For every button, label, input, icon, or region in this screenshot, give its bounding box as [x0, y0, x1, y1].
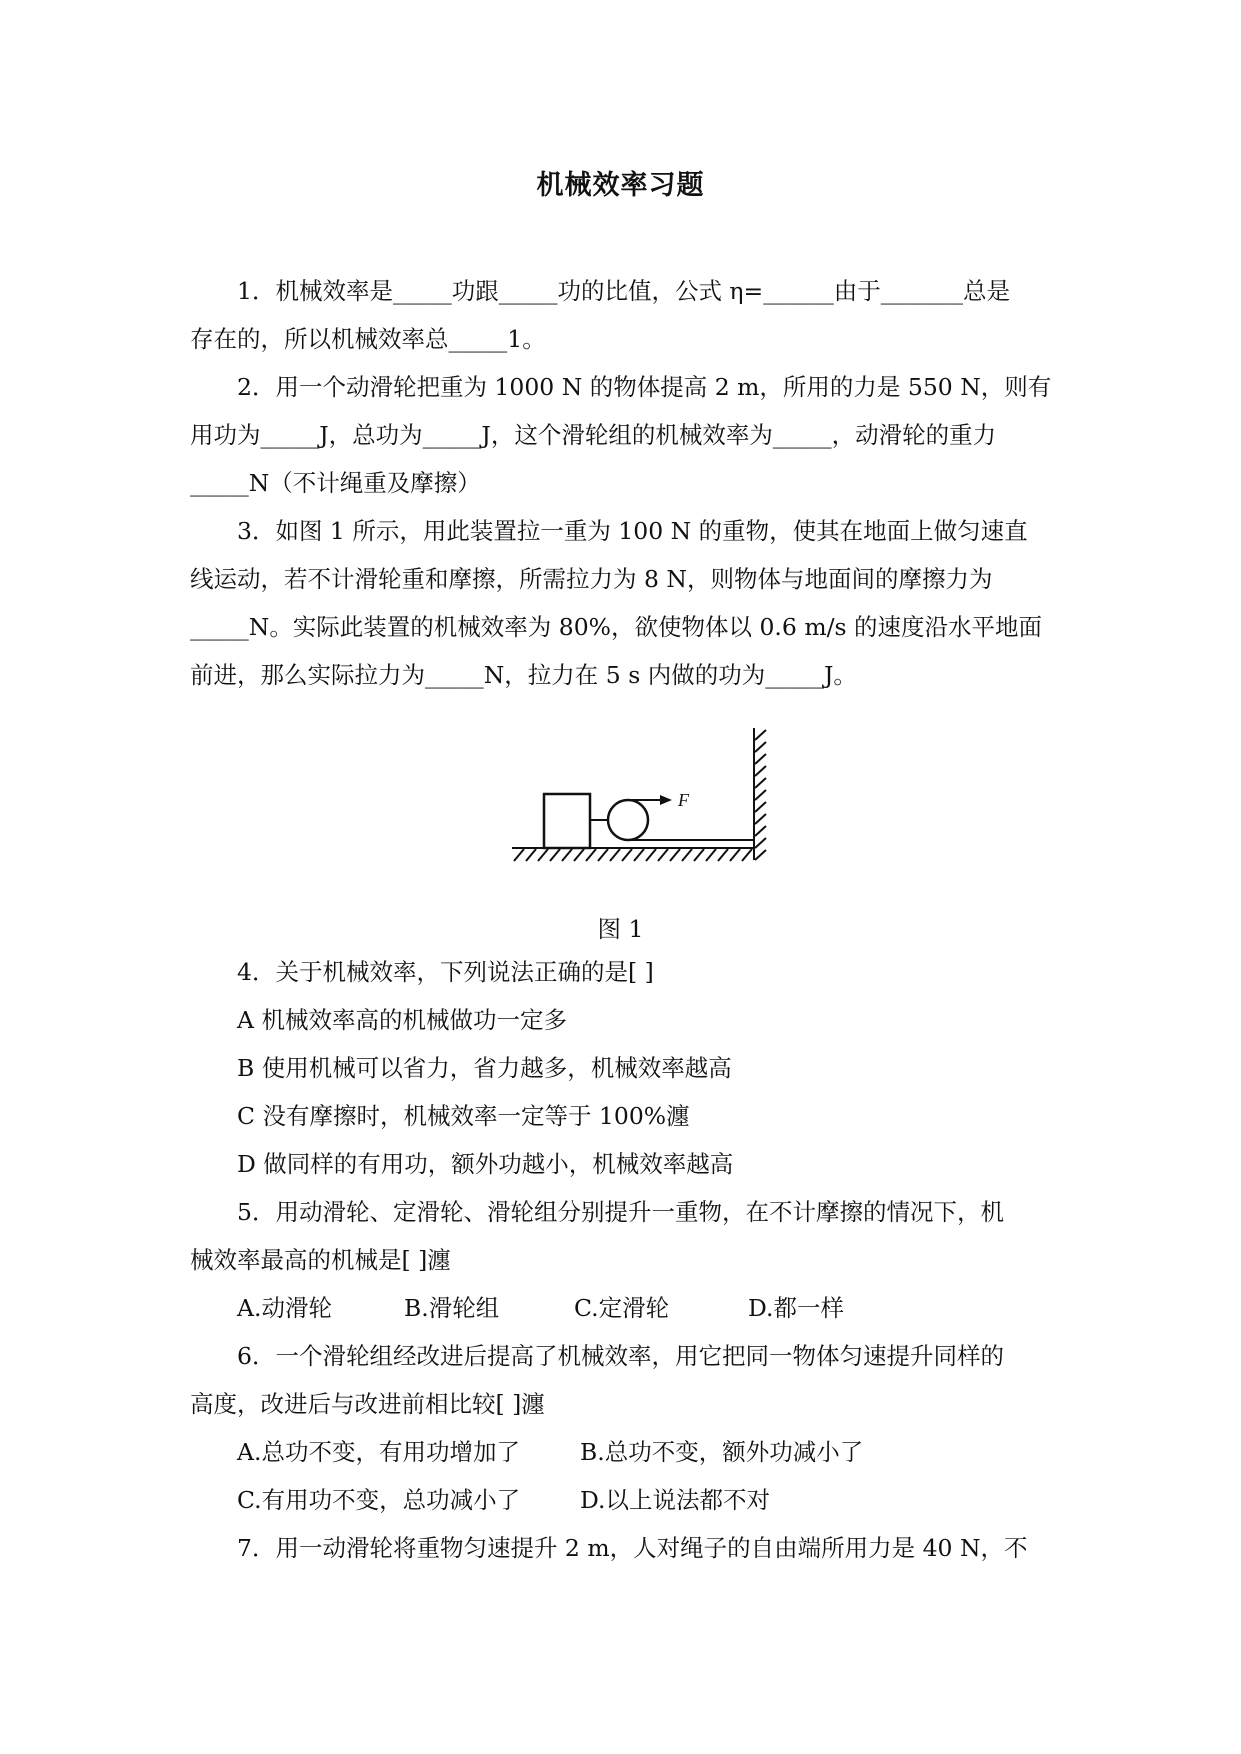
q5-line1: 5．用动滑轮、定滑轮、滑轮组分别提升一重物，在不计摩擦的情况下，机 [237, 1198, 1004, 1226]
q5-option-d: D.都一样 [748, 1294, 844, 1322]
q6-option-d: D.以上说法都不对 [580, 1486, 770, 1514]
q6-line2: 高度，改进后与改进前相比较[ ]瀍 [190, 1390, 545, 1418]
q4-option-b: B 使用机械可以省力，省力越多，机械效率越高 [237, 1054, 732, 1082]
q4-option-d: D 做同样的有用功，额外功越小，机械效率越高 [237, 1150, 734, 1178]
q6-option-b: B.总功不变，额外功减小了 [580, 1438, 864, 1466]
q2-line2: 用功为_____J，总功为_____J，这个滑轮组的机械效率为_____，动滑轮的重力 [190, 421, 997, 449]
q6-line1: 6．一个滑轮组经改进后提高了机械效率，用它把同一物体匀速提升同样的 [237, 1342, 1004, 1370]
q6-option-a: A.总功不变，有用功增加了 [237, 1438, 520, 1466]
ground-hatching [512, 848, 754, 861]
pulley-diagram [512, 728, 782, 878]
block-object [544, 794, 590, 848]
q3-line2: 线运动，若不计滑轮重和摩擦，所需拉力为 8 N，则物体与地面间的摩擦力为 [190, 565, 993, 593]
q2-line3: _____N（不计绳重及摩擦） [190, 469, 481, 497]
force-arrow-head [660, 795, 672, 805]
q2-line1: 2．用一个动滑轮把重为 1000 N 的物体提高 2 m，所用的力是 550 N，则有 [237, 373, 1052, 401]
q5-option-a: A.动滑轮 [237, 1294, 332, 1322]
q6-option-c: C.有用功不变，总功减小了 [237, 1486, 521, 1514]
document-title: 机械效率习题 [536, 170, 705, 201]
q5-option-c: C.定滑轮 [574, 1294, 670, 1322]
wall-hatching [754, 728, 766, 860]
pulley-wheel [608, 800, 648, 840]
figure-caption: 图 1 [597, 915, 644, 943]
q1-line1: 1．机械效率是_____功跟_____功的比值，公式 η=______由于_______总是 [237, 277, 1010, 305]
q5-line2: 械效率最高的机械是[ ]瀍 [190, 1246, 451, 1274]
q5-option-b: B.滑轮组 [404, 1294, 500, 1322]
q1-line2: 存在的，所以机械效率总_____1。 [190, 325, 546, 353]
q4-option-a: A 机械效率高的机械做功一定多 [237, 1006, 567, 1034]
q3-line4: 前进，那么实际拉力为_____N，拉力在 5 s 内做的功为_____J。 [190, 661, 857, 689]
force-label: F [678, 790, 689, 810]
q4-stem: 4．关于机械效率，下列说法正确的是[ ] [237, 958, 654, 986]
q4-option-c: C 没有摩擦时，机械效率一定等于 100%瀍 [237, 1102, 690, 1130]
q3-line1: 3．如图 1 所示，用此装置拉一重为 100 N 的重物，使其在地面上做匀速直 [237, 517, 1028, 545]
q3-line3: _____N。实际此装置的机械效率为 80%，欲使物体以 0.6 m/s 的速度沿水平地面 [190, 613, 1043, 641]
q7-line1: 7．用一动滑轮将重物匀速提升 2 m，人对绳子的自由端所用力是 40 N，不 [237, 1534, 1028, 1562]
